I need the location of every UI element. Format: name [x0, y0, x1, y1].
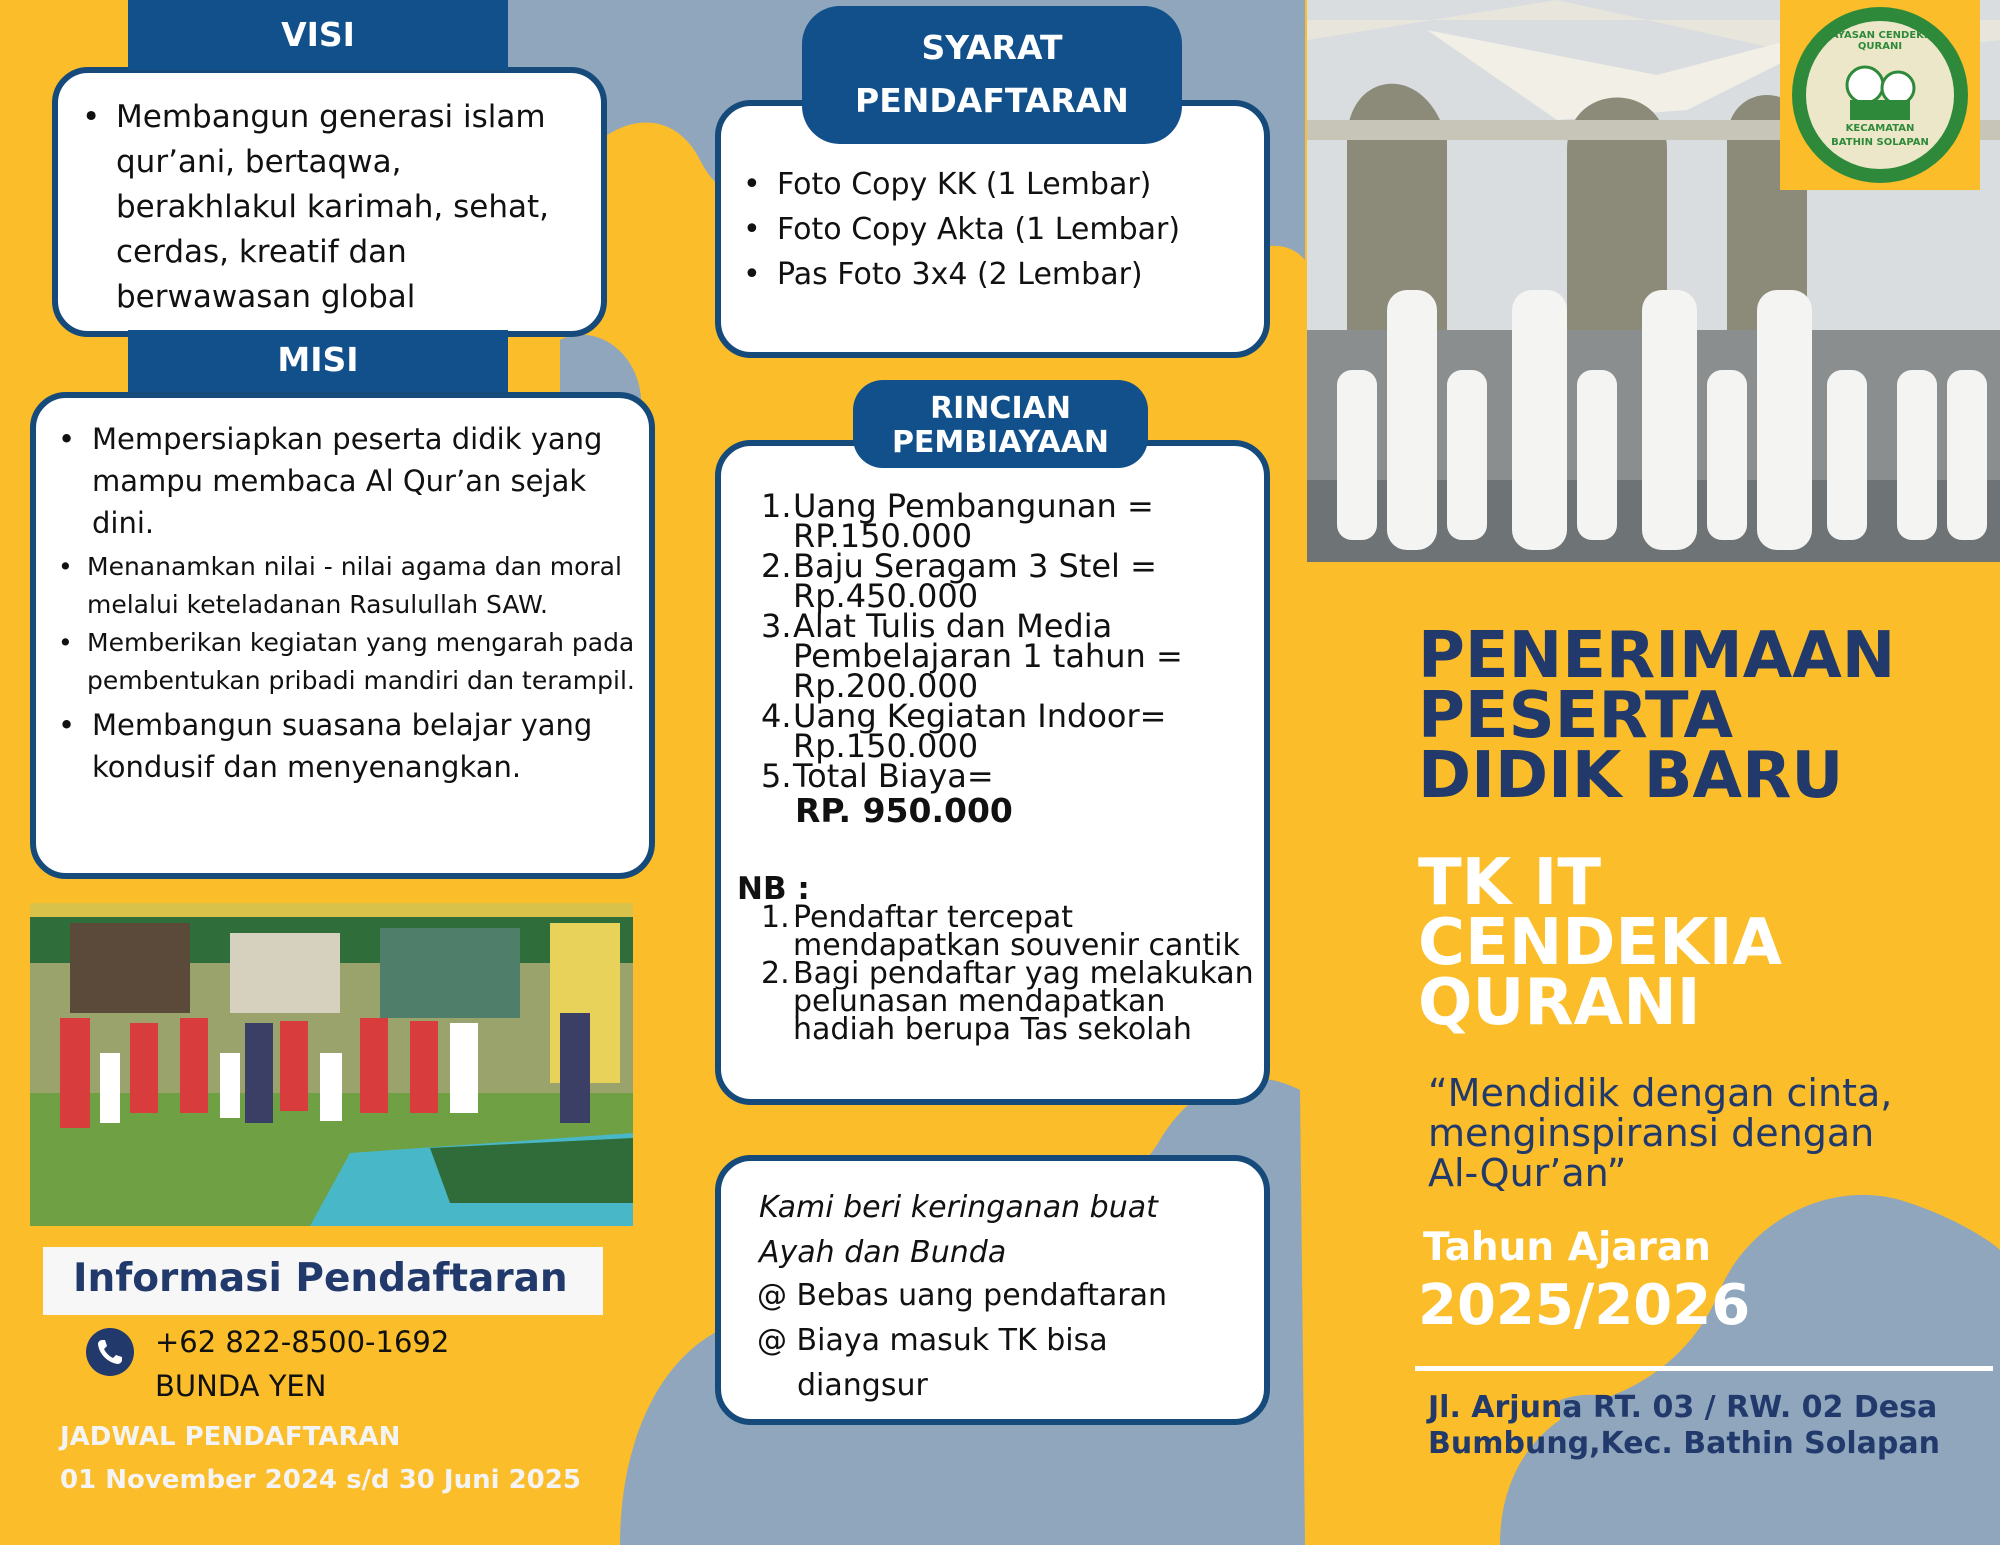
misi-heading: MISI [128, 330, 508, 392]
tahun-label: Tahun Ajaran [1423, 1225, 1711, 1270]
jadwal-label: JADWAL PENDAFTARAN [60, 1422, 401, 1452]
hero-title-line2: PESERTA [1418, 679, 1734, 753]
rincian-heading [853, 380, 1148, 468]
school-name-line3: QURANI [1418, 966, 1701, 1040]
address [1428, 1390, 1940, 1462]
misi-item: • Membangun suasana belajar yang kondusif dan menyenangkan. [50, 704, 635, 788]
misi-item: • Mempersiapkan peserta didik yang mampu membaca Al Qur’an sejak dini. [50, 418, 635, 544]
syarat-item: • Foto Copy Akta (1 Lembar) [735, 207, 1254, 252]
school-logo [1780, 0, 1980, 190]
rincian-card [715, 440, 1270, 1105]
tahun-value: 2025/2026 [1418, 1273, 1751, 1338]
rincian-item: 3. Alat Tulis dan Media Pembelajaran 1 tahun = Rp.200.000 [761, 607, 1183, 705]
nb-label: NB : [737, 871, 810, 907]
keringanan-line4: @ Biaya masuk TK bisa [757, 1323, 1108, 1358]
info-heading-box [43, 1247, 603, 1315]
contact-name: BUNDA YEN [155, 1369, 327, 1403]
jadwal-value: 01 November 2024 s/d 30 Juni 2025 [60, 1465, 581, 1495]
visi-item: • Membangun generasi islam qur’ani, bertaqwa, berakhlakul karimah, sehat, cerdas, kreatif dan berwawasan global [74, 95, 581, 320]
syarat-heading-line2: PENDAFTARAN [855, 81, 1129, 120]
rincian-total: RP. 950.000 [795, 791, 1013, 830]
syarat-item: • Pas Foto 3x4 (2 Lembar) [735, 252, 1254, 297]
syarat-heading-line1: SYARAT [921, 28, 1063, 67]
keringanan-line2: Ayah dan Bunda [759, 1235, 1007, 1270]
nb-item: 1. Pendaftar tercepat mendapatkan souvenir cantik [761, 900, 1240, 963]
school-name-line2: CENDEKIA [1418, 906, 1783, 980]
rincian-heading-line2: PEMBIAYAAN [891, 425, 1110, 460]
keringanan-line3: @ Bebas uang pendaftaran [757, 1278, 1168, 1313]
address-line2: Bumbung,Kec. Bathin Solapan [1428, 1426, 1940, 1461]
keringanan-card [715, 1155, 1270, 1425]
hero-title-line1: PENERIMAAN [1418, 619, 1896, 693]
nb-item: 2. Bagi pendaftar yag melakukan pelunasan mendapatkan hadiah berupa Tas sekolah [761, 956, 1254, 1047]
logo-bottom-line2: BATHIN SOLAPAN [1831, 137, 1929, 148]
hero-quote-line3: Al-Qur’an” [1428, 1151, 1627, 1195]
hero-title-line3: DIDIK BARU [1418, 739, 1844, 813]
misi-card [30, 392, 655, 879]
visi-heading: VISI [128, 0, 508, 70]
misi-item: • Menanamkan nilai - nilai agama dan moral melalui keteladanan Rasulullah SAW. [50, 548, 635, 624]
address-line1: Jl. Arjuna RT. 03 / RW. 02 Desa [1428, 1390, 1938, 1425]
phone-number[interactable]: +62 822-8500-1692 [155, 1325, 450, 1359]
hero-quote-line2: menginspiransi dengan [1428, 1111, 1875, 1155]
school-name-line1: TK IT [1418, 846, 1601, 920]
activity-photo [30, 903, 633, 1226]
hero-quote-line1: “Mendidik dengan cinta, [1428, 1071, 1893, 1115]
rincian-item: 2. Baju Seragam 3 Stel = Rp.450.000 [761, 547, 1157, 615]
school-name [1418, 846, 1783, 1040]
rincian-heading-line1: RINCIAN [930, 391, 1071, 426]
visi-card [52, 67, 607, 337]
rincian-item: 1. Uang Pembangunan = RP.150.000 [761, 487, 1154, 555]
logo-bottom-line1: KECAMATAN [1845, 123, 1915, 134]
syarat-item: • Foto Copy KK (1 Lembar) [735, 162, 1254, 207]
logo-top-text: YAYASAN CENDEKIA QURANI [1824, 30, 1936, 52]
rincian-item: 4. Uang Kegiatan Indoor= Rp.150.000 [761, 697, 1167, 765]
keringanan-line5: diangsur [797, 1368, 928, 1403]
misi-item: • Memberikan kegiatan yang mengarah pada pembentukan pribadi mandiri dan terampil. [50, 624, 635, 700]
hero-title [1418, 619, 1896, 813]
info-heading: Informasi Pendaftaran [73, 1256, 568, 1301]
syarat-heading [802, 6, 1182, 144]
hero-quote [1428, 1073, 1892, 1193]
phone-icon [86, 1328, 134, 1376]
keringanan-line1: Kami beri keringanan buat [759, 1190, 1158, 1225]
divider [1415, 1366, 1993, 1371]
rincian-item: 5. Total Biaya= [761, 757, 994, 795]
